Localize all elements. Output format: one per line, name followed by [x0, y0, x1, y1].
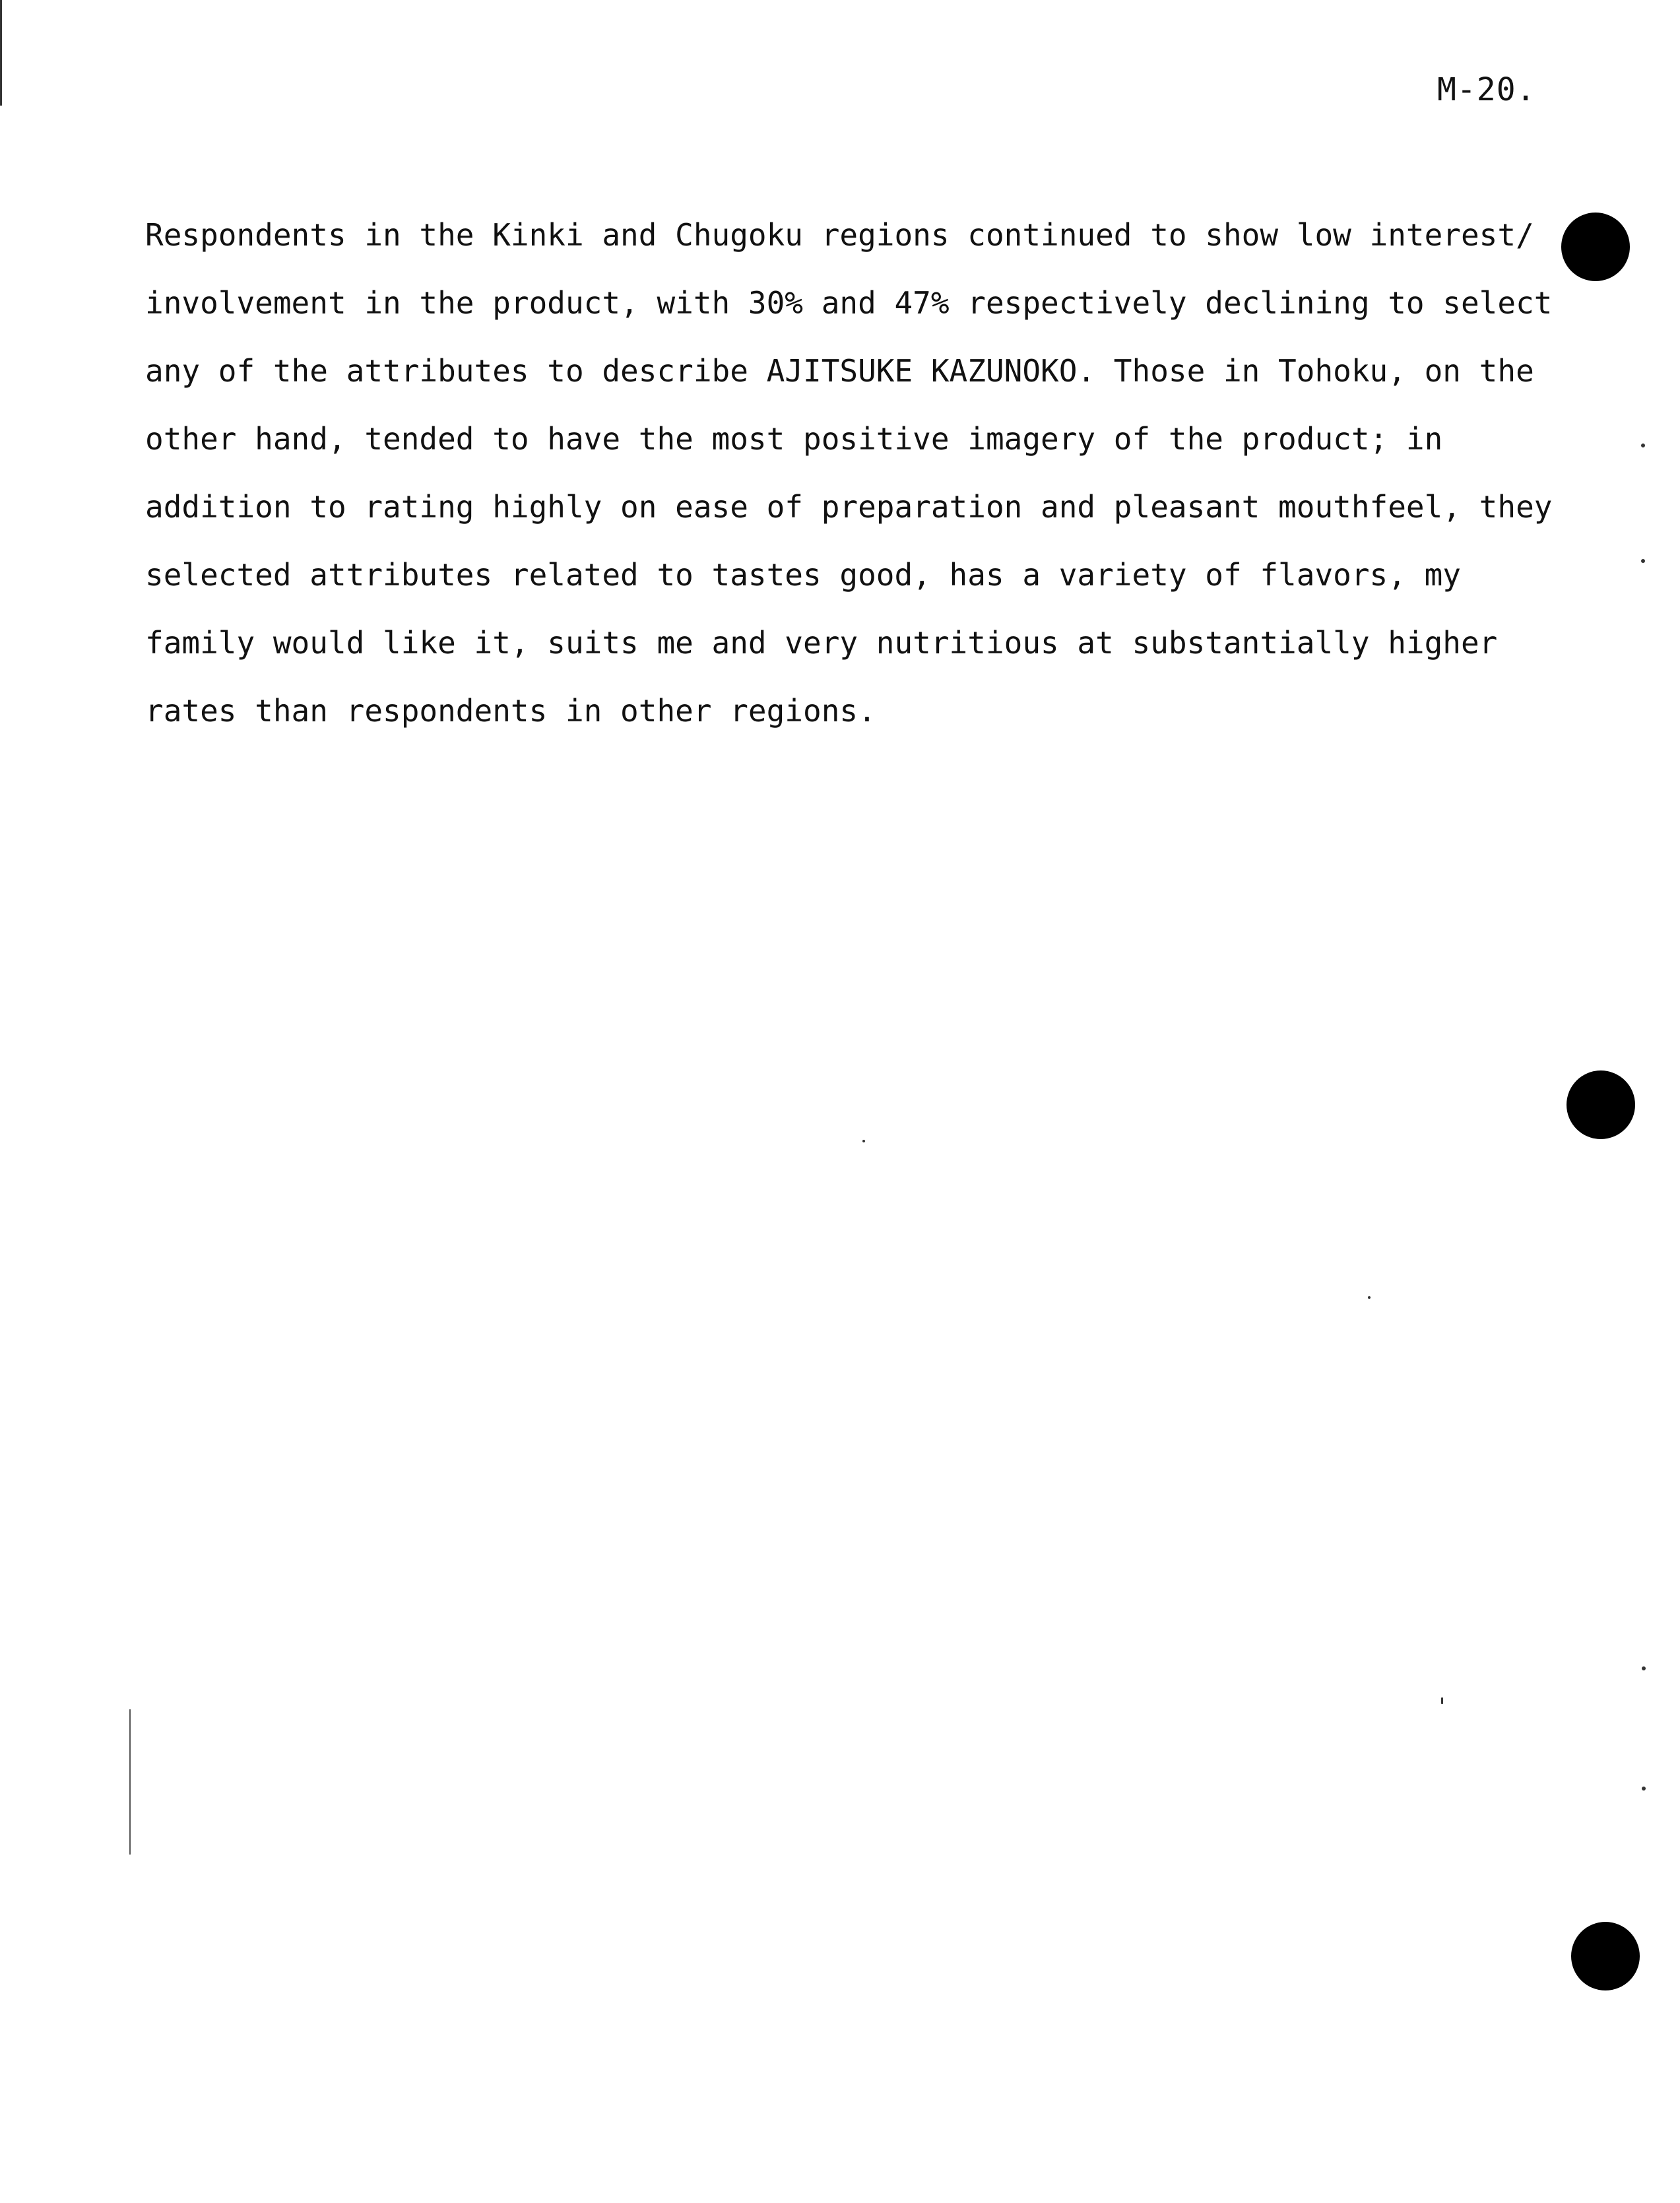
scan-speck	[862, 1140, 865, 1142]
paragraph-line: family would like it, suits me and very nutritious at substantially higher	[145, 625, 1498, 661]
page-number: M-20.	[1437, 71, 1536, 108]
paragraph-line: rates than respondents in other regions.	[145, 693, 876, 729]
punch-hole	[1567, 1070, 1635, 1139]
scan-speck	[1441, 1697, 1443, 1704]
paragraph-line: selected attributes related to tastes good, has a variety of flavors, my	[145, 557, 1461, 593]
scan-speck	[1368, 1296, 1371, 1299]
scan-speck	[1642, 1787, 1646, 1791]
paragraph-line: any of the attributes to describe AJITSUKE KAZUNOKO. Those in Tohoku, on the	[145, 353, 1534, 389]
paragraph-line: addition to rating highly on ease of preparation and pleasant mouthfeel, they	[145, 489, 1553, 525]
body-paragraph	[145, 201, 1553, 745]
paragraph-line: Respondents in the Kinki and Chugoku regions continued to show low interest/	[145, 217, 1534, 253]
scan-speck	[1641, 559, 1645, 563]
punch-hole	[1571, 1922, 1640, 1990]
scan-speck	[1642, 1666, 1646, 1670]
paragraph-line: other hand, tended to have the most positive imagery of the product; in	[145, 421, 1443, 457]
paragraph-line: involvement in the product, with 30% and 47% respectively declining to select	[145, 285, 1553, 321]
scan-speck	[1641, 444, 1645, 447]
scan-edge-line	[0, 0, 2, 106]
punch-hole	[1561, 213, 1630, 281]
scan-margin-line	[129, 1709, 131, 1855]
